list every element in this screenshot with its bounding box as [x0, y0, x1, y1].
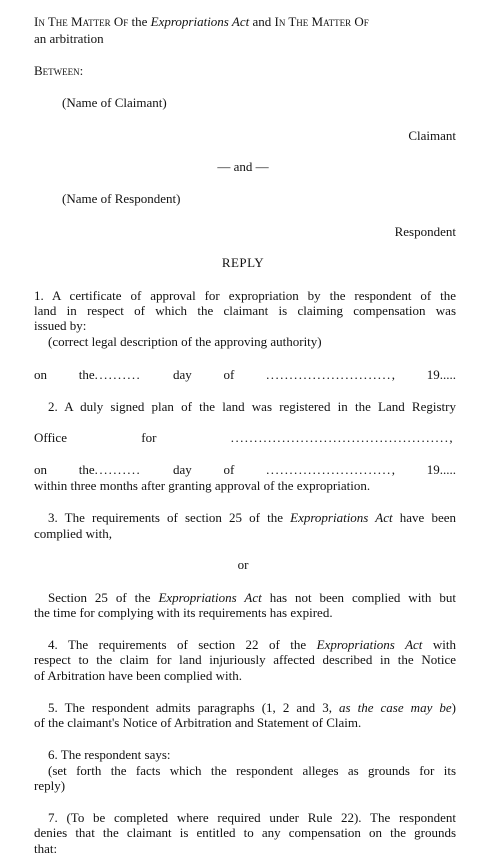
para-3-line-1 [48, 510, 456, 526]
para-5-line-2: of the claimant's Notice of Arbitration and Statement of Claim. [34, 715, 362, 730]
heading-the: the [128, 14, 151, 29]
para-3-line-2: complied with, [34, 526, 112, 541]
para-4-act-title: Expropriations Act [316, 637, 423, 652]
heading-act-title: Expropriations Act [150, 14, 250, 29]
heading-line-1 [34, 14, 458, 30]
para-2-office-label: Office for [34, 430, 231, 445]
para-7-line-2: denies that the claimant is entitled to any compensation on the grounds [34, 825, 456, 840]
para-3-act-title: Expropriations Act [290, 510, 393, 525]
date-2-year: , 19..... [391, 462, 456, 477]
respondent-label: Respondent [394, 224, 456, 239]
para-3b-text-c: has not been complied with but [261, 590, 456, 605]
para-4-text-a: 4. The requirements of section 22 of the [48, 637, 317, 652]
para-3b-text-a: Section 25 of the [48, 590, 159, 605]
para-1-line-1: 1. A certificate of approval for expropriation by the respondent of the [34, 288, 456, 303]
para-6-line-2: (set forth the facts which the respondent alleges as grounds for its [48, 763, 456, 778]
para-5-line-1 [48, 700, 456, 716]
document-title: REPLY [221, 255, 265, 270]
para-6-line-3: reply) [34, 778, 66, 793]
date-2-on: on the [34, 462, 95, 477]
heading-matter-1: In The Matter Of [34, 14, 129, 29]
para-5-text-a: 5. The respondent admits paragraphs (1, 2 and 3, [48, 700, 339, 715]
date-1-month-blank: ........................... [266, 367, 392, 382]
para-1-line-2: land in respect of which the claimant is claiming compensation was [34, 303, 456, 318]
date-line-1 [34, 367, 456, 383]
para-2-line-1: 2. A duly signed plan of the land was registered in the Land Registry [48, 399, 456, 414]
para-4-line-2: respect to the claim for land injuriously affected described in the Notice [34, 652, 456, 667]
date-1-day-of: day of [141, 367, 267, 382]
para-3-text-a: 3. The requirements of section 25 of the [48, 510, 291, 525]
or-separator: or [237, 557, 249, 572]
heading-line-2: an arbitration [34, 31, 104, 46]
date-1-on: on the [34, 367, 95, 382]
para-2-end: within three months after granting approval of the expropriation. [34, 478, 371, 493]
date-1-year: , 19..... [391, 367, 456, 382]
para-4-text-c: with [422, 637, 456, 652]
para-7-line-1: 7. (To be completed where required under Rule 22). The respondent [48, 810, 456, 825]
respondent-name-placeholder: (Name of Respondent) [62, 191, 181, 206]
para-3b-line-2: the time for complying with its requirements has expired. [34, 605, 333, 620]
para-1-line-4: (correct legal description of the approving authority) [48, 334, 322, 349]
date-2-day-of: day of [141, 462, 267, 477]
para-1-line-3: issued by: [34, 318, 87, 333]
para-6-line-1: 6. The respondent says: [48, 747, 171, 762]
para-7-line-3: that: [34, 841, 58, 856]
para-4-line-1 [48, 637, 456, 653]
para-5-case-note: as the case may be [339, 700, 452, 715]
para-4-line-3: of Arbitration have been complied with. [34, 668, 242, 683]
para-3b-act-title: Expropriations Act [158, 590, 262, 605]
heading-and: and [249, 14, 275, 29]
heading-matter-2: In The Matter Of [274, 14, 369, 29]
date-2-day-blank: .......... [94, 462, 142, 477]
para-2-office-line [34, 430, 454, 446]
claimant-name-placeholder: (Name of Claimant) [62, 95, 167, 110]
date-2-month-blank: ........................... [266, 462, 392, 477]
and-separator: — and — [217, 159, 269, 174]
para-5-text-c: ) [451, 700, 457, 715]
date-line-2 [34, 462, 456, 478]
claimant-label: Claimant [408, 128, 456, 143]
between-label: Between: [34, 63, 84, 78]
date-1-day-blank: .......... [94, 367, 142, 382]
para-3-text-c: have been [392, 510, 456, 525]
para-2-office-blank: ..............................................., [230, 430, 454, 445]
para-3b-line-1 [48, 590, 456, 606]
